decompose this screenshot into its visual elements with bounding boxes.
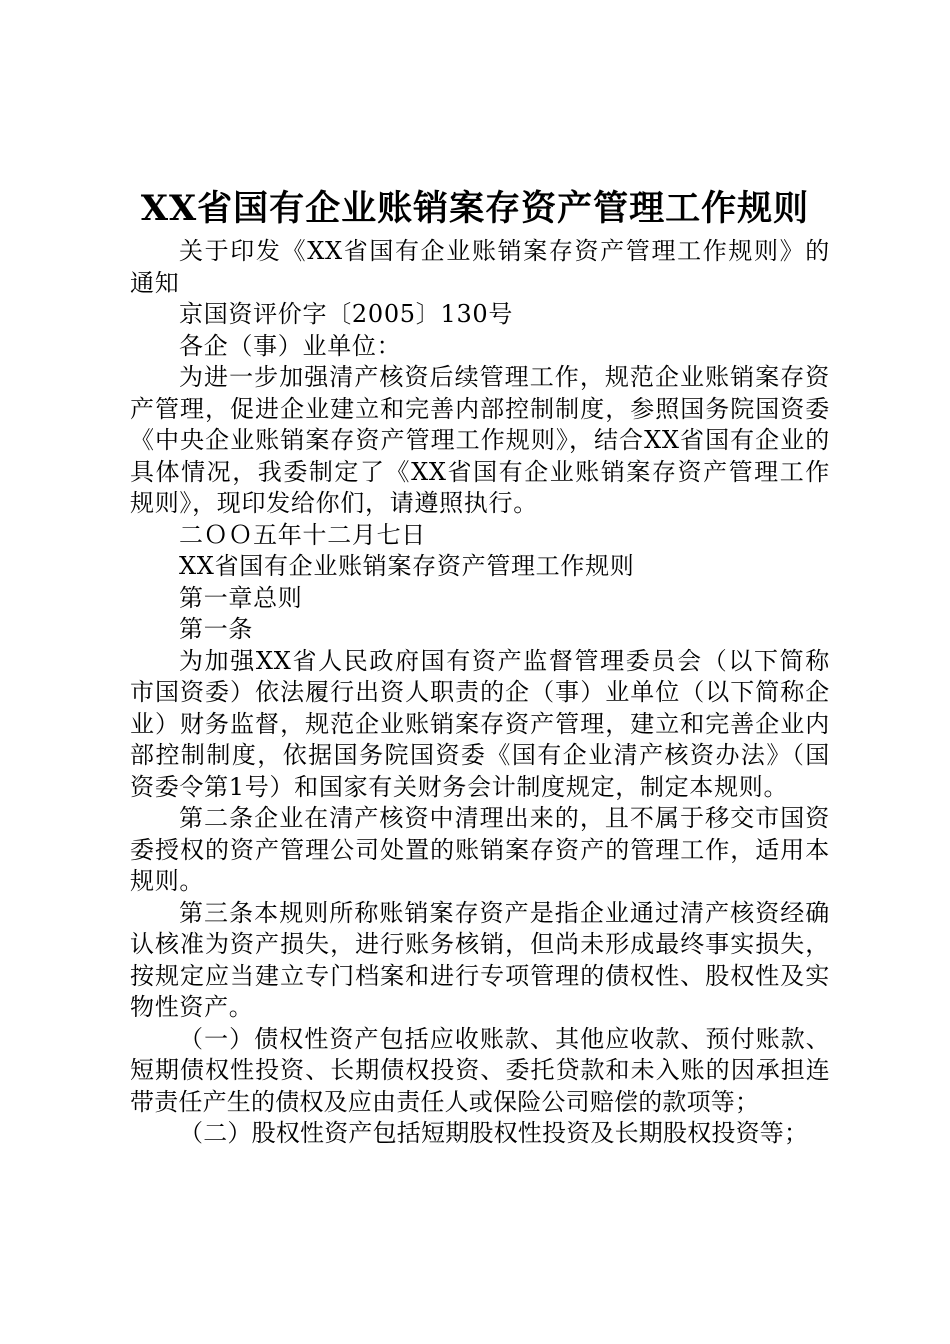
salutation-paragraph: 各企（事）业单位：: [179, 331, 402, 360]
article-one-paragraph: 为加强XX省人民政府国有资产监督管理委员会（以下简称市国资委）依法履行出资人职责的企（事）业单位（以下简称企业）财务监督，规范企业账销案存资产管理，建立和完善企业内部控制制度，依据国务院国资委《国有企业清产核资办法》（国资委令第1号）和国家有关财务会计制度规定，制定本规则。: [130, 646, 830, 801]
debt-assets-paragraph: （一）债权性资产包括应收账款、其他应收款、预付账款、短期债权性投资、长期债权投资、委托贷款和未入账的因承担连带责任产生的债权及应由责任人或保险公司赔偿的款项等；: [130, 1024, 830, 1116]
document-title: XX省国有企业账销案存资产管理工作规则: [140, 188, 810, 229]
article-heading: 第一条: [179, 615, 254, 643]
equity-assets-paragraph: （二）股权性资产包括短期股权性投资及长期股权投资等；: [179, 1119, 809, 1147]
document-number-paragraph: 京国资评价字〔2005〕130号: [179, 300, 514, 328]
notice-heading-paragraph: 关于印发《XX省国有企业账销案存资产管理工作规则》的通知: [130, 237, 830, 297]
rules-title-paragraph: XX省国有企业账销案存资产管理工作规则: [179, 552, 635, 580]
notice-body-paragraph: 为进一步加强清产核资后续管理工作，规范企业账销案存资产管理，促进企业建立和完善内部控制制度，参照国务院国资委《中央企业账销案存资产管理工作规则》，结合XX省国有企业的具体情况，我委制定了《XX省国有企业账销案存资产管理工作规则》，现印发给你们，请遵照执行。: [130, 363, 830, 517]
article-three-paragraph: 第三条本规则所称账销案存资产是指企业通过清产核资经确认核准为资产损失，进行账务核销，但尚未形成最终事实损失，按规定应当建立专门档案和进行专项管理的债权性、股权性及实物性资产。: [130, 898, 830, 1021]
document-body: [130, 236, 830, 1150]
date-paragraph: 二ＯＯ五年十二月七日: [179, 520, 426, 549]
article-two-paragraph: 第二条企业在清产核资中清理出来的，且不属于移交市国资委授权的资产管理公司处置的账销案存资产的管理工作，适用本规则。: [130, 804, 830, 895]
chapter-heading: 第一章总则: [179, 583, 303, 612]
